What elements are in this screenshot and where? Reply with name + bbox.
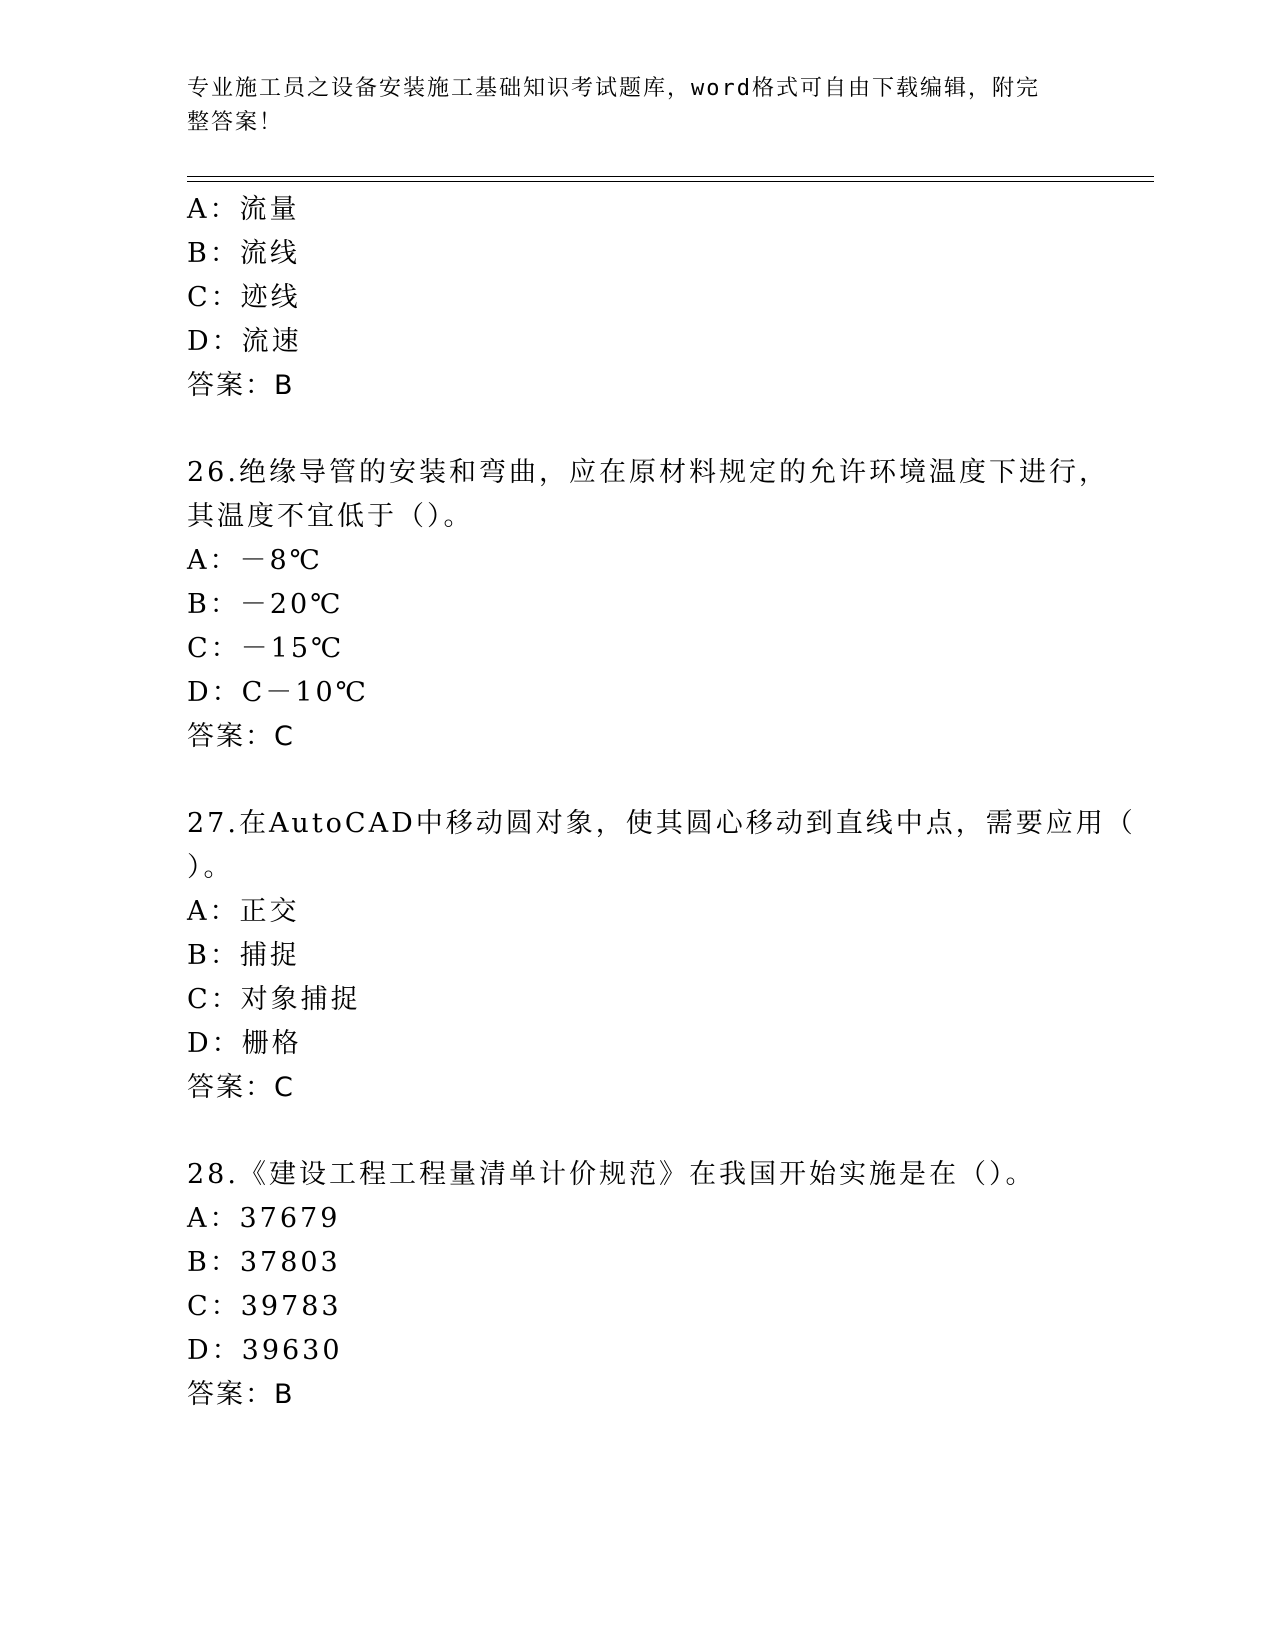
q28-option-c: C：39783 (187, 1291, 342, 1322)
q28-option-b: B：37803 (187, 1247, 341, 1278)
q27-option-c: C：对象捕捉 (187, 984, 361, 1015)
q28-option-d: D：39630 (187, 1335, 343, 1366)
q27-option-d: D：栅格 (187, 1028, 302, 1059)
q27-option-a: A：正交 (187, 896, 300, 927)
q26-option-d: D：C－10℃ (187, 677, 369, 708)
q26-answer: 答案：C (187, 721, 295, 752)
q26-stem-line-2: 其温度不宜低于（）。 (187, 501, 474, 532)
q25-option-c: C：迹线 (187, 282, 301, 313)
q28-option-a: A：37679 (187, 1203, 341, 1234)
q26-option-c: C：－15℃ (187, 633, 345, 664)
q26-stem-line-1: 26.绝缘导管的安装和弯曲，应在原材料规定的允许环境温度下进行， (187, 457, 1109, 488)
header-rule-top (187, 176, 1154, 177)
q27-answer: 答案：C (187, 1072, 295, 1103)
document-header (187, 72, 1087, 140)
q25-option-a: A：流量 (187, 194, 300, 225)
q26-option-b: B：－20℃ (187, 589, 344, 620)
header-rule-bottom (187, 181, 1154, 182)
q28-stem-line-1: 28.《建设工程工程量清单计价规范》在我国开始实施是在（）。 (187, 1159, 1036, 1190)
q25-option-d: D：流速 (187, 326, 302, 357)
q28-answer: 答案：B (187, 1379, 295, 1410)
q27-option-b: B：捕捉 (187, 940, 300, 971)
q27-stem-line-2: ）。 (187, 852, 234, 883)
q26-option-a: A：－8℃ (187, 545, 323, 576)
header-line-2: 整答案！ (187, 110, 284, 135)
q25-answer: 答案：B (187, 370, 295, 401)
header-line-1: 专业施工员之设备安装施工基础知识考试题库，word格式可自由下载编辑，附完 (187, 76, 1040, 101)
q25-option-b: B：流线 (187, 238, 300, 269)
q27-stem-line-1: 27.在AutoCAD中移动圆对象，使其圆心移动到直线中点，需要应用（ (187, 808, 1136, 839)
